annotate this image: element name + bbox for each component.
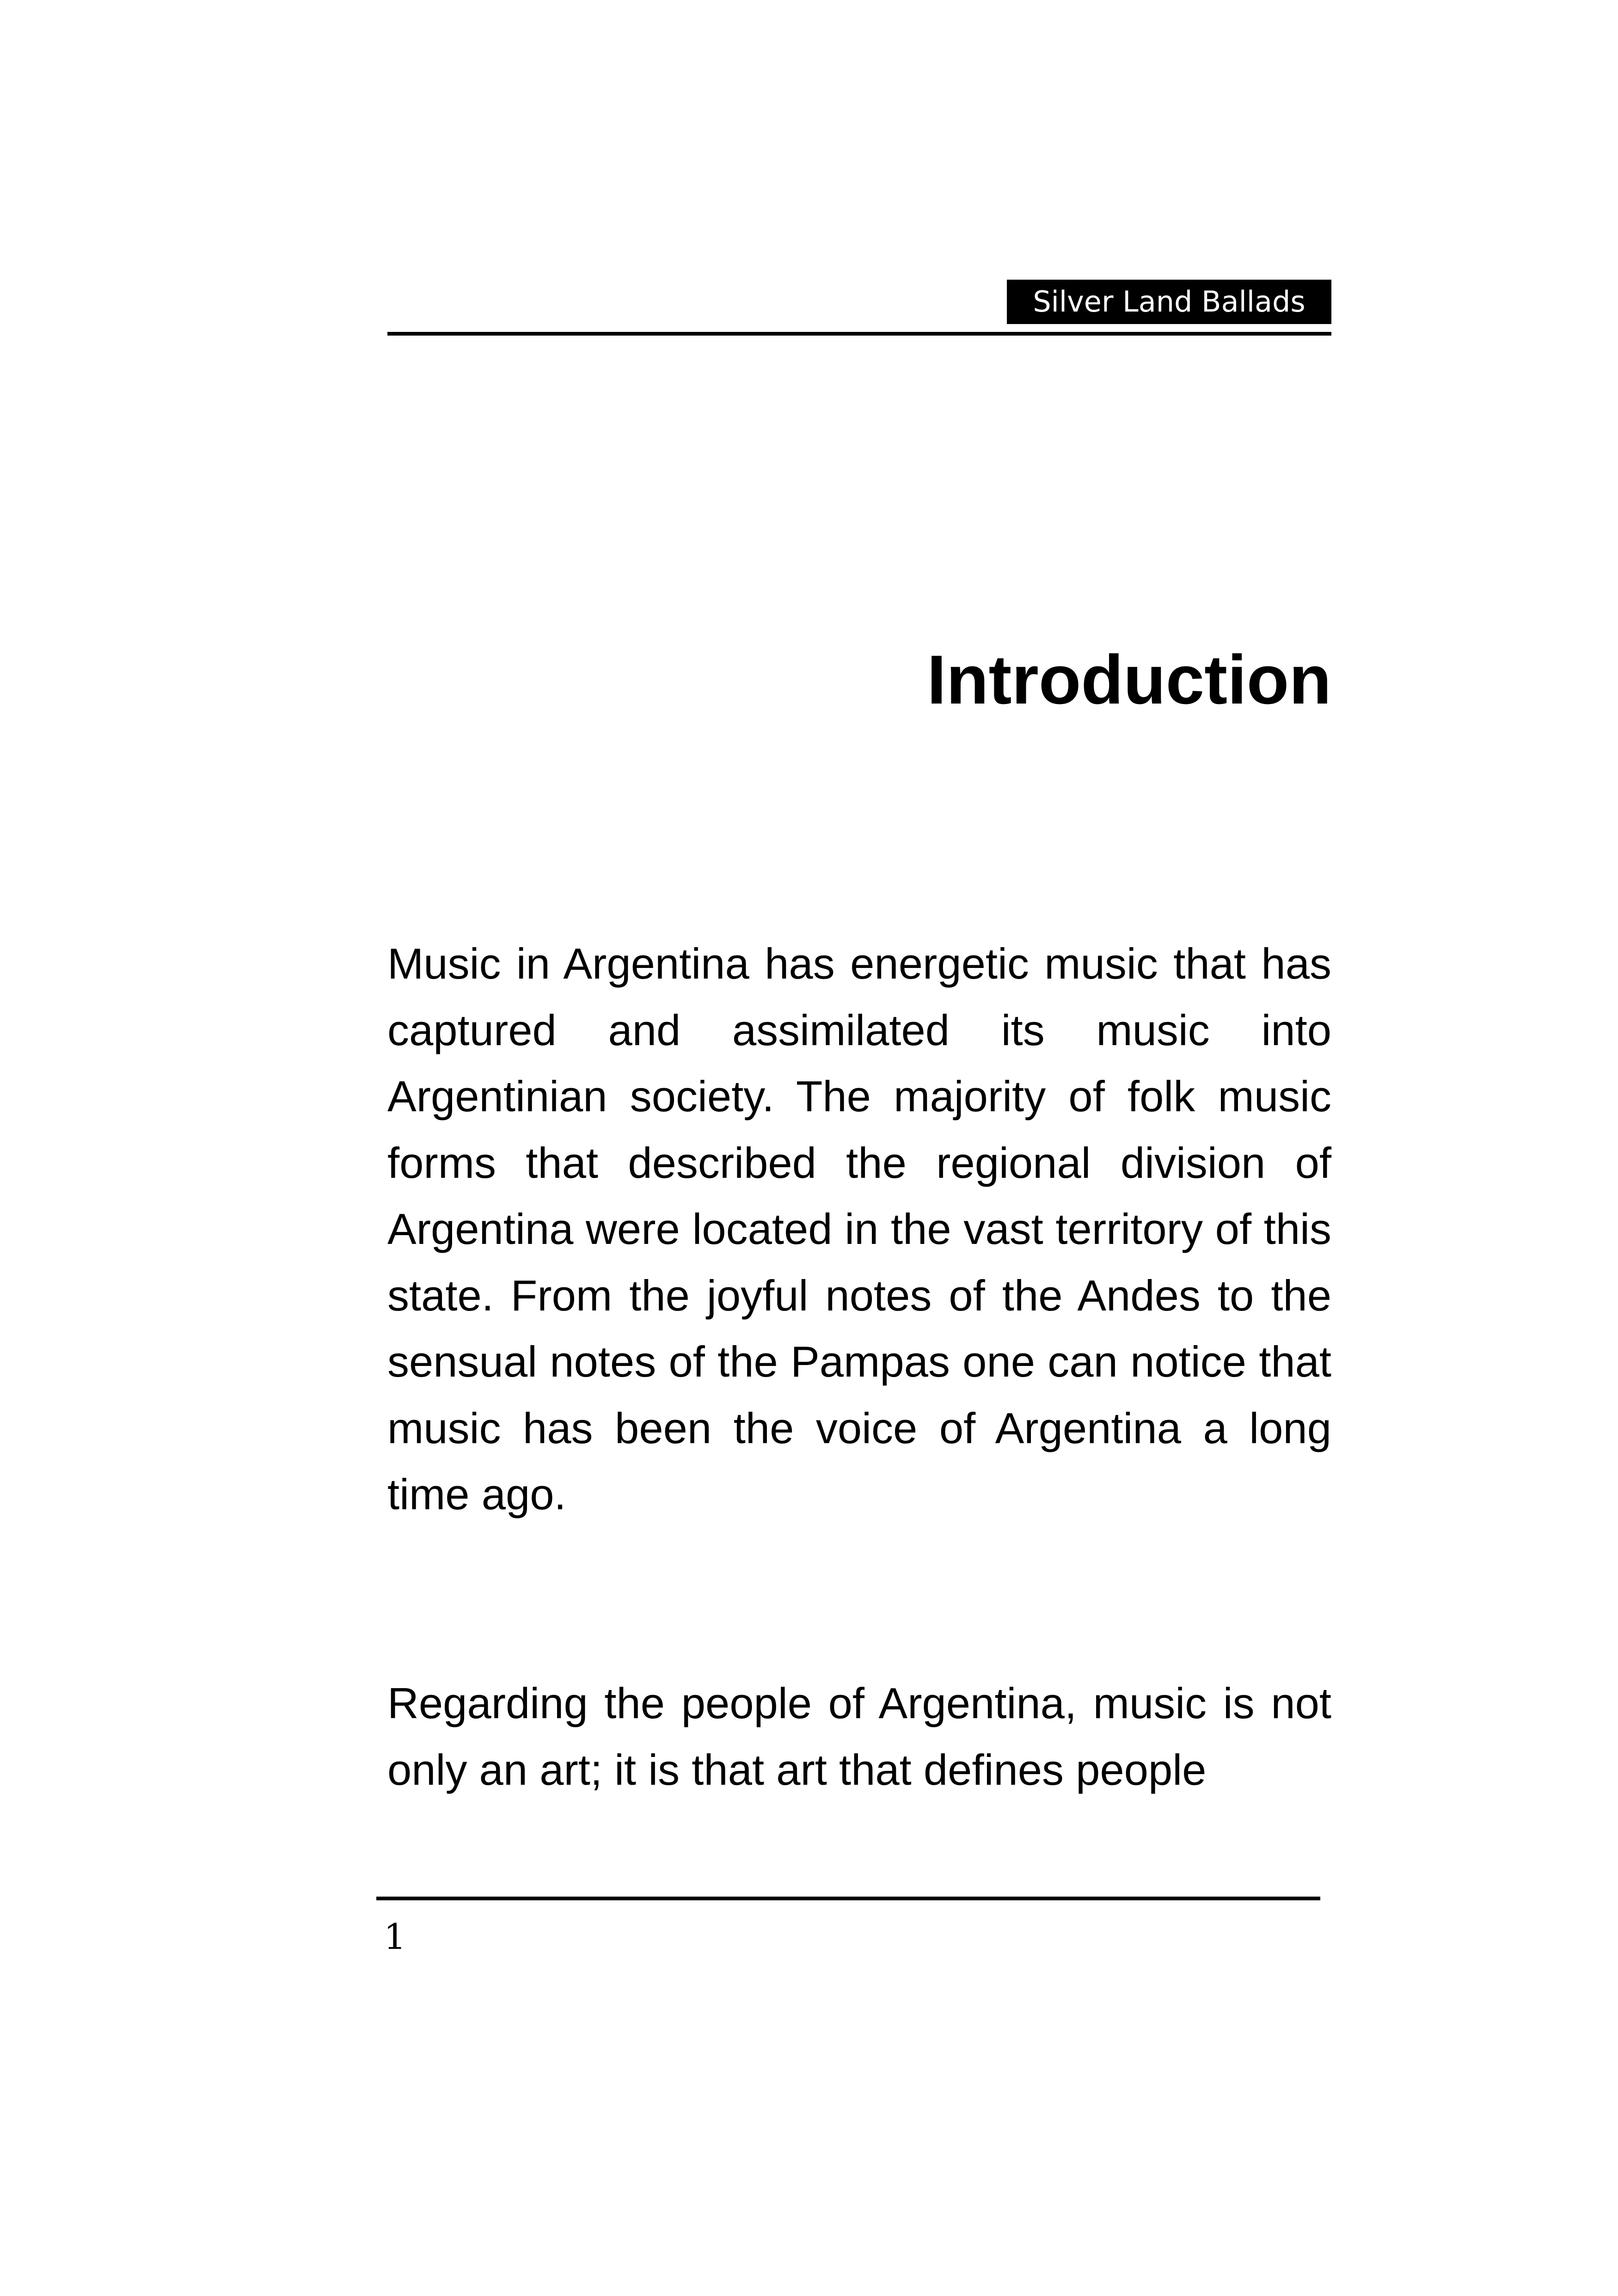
- page-number: 1: [384, 1916, 406, 1957]
- chapter-title: Introduction: [927, 641, 1331, 718]
- body-paragraph: Music in Argentina has energetic music that has captured and assimilated its music into Argentinian society. The majority of folk music forms that described the regional division of Argentina were located in the vast territory of this state. From the joyful notes of the Andes to the sensual notes of the Pampas one can notice that music has been the voice of Argentina a long time ago.: [387, 939, 1331, 1518]
- footer-divider: [376, 1897, 1320, 1900]
- header-divider: [387, 332, 1331, 336]
- body-paragraph: Regarding the people of Argentina, music is not only an art; it is that art that defines people: [387, 1679, 1331, 1794]
- running-header: Silver Land Ballads: [1007, 280, 1331, 324]
